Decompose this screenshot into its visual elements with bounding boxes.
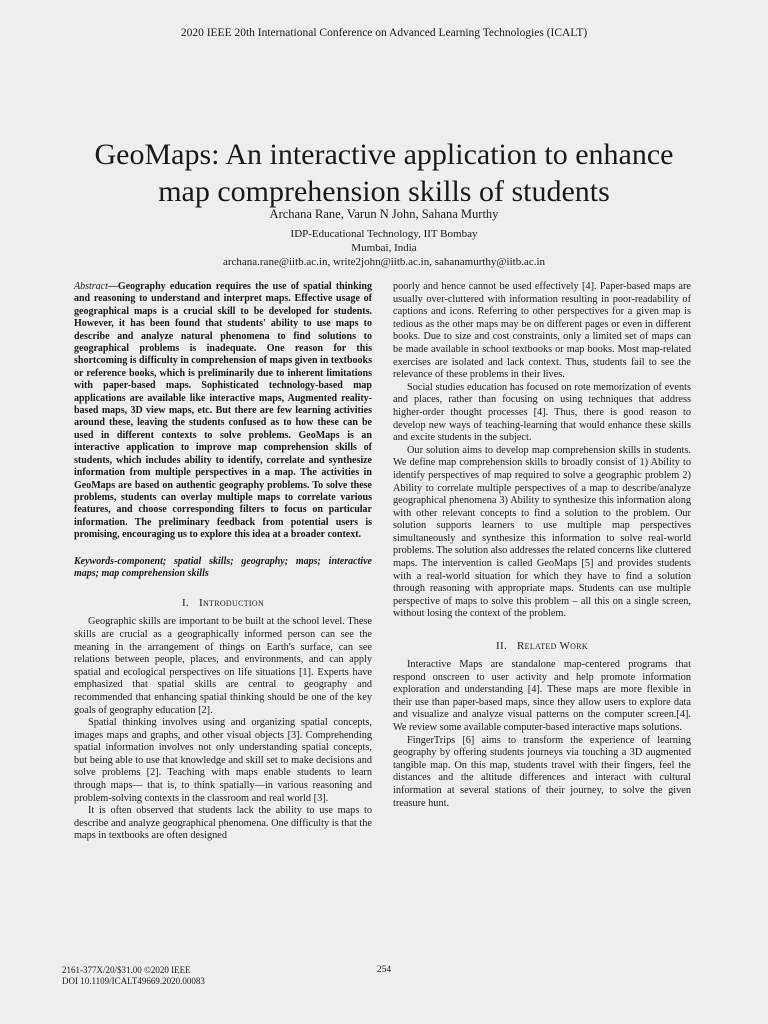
footer-issn: 2161-377X/20/$31.00 ©2020 IEEE — [62, 965, 191, 975]
section-title: Related Work — [517, 640, 588, 653]
section-heading-introduction — [74, 596, 372, 610]
section-number: I. — [181, 597, 189, 610]
page-number: 254 — [376, 965, 392, 975]
right-column — [393, 281, 691, 810]
author-emails: archana.rane@iitb.ac.in, write2john@iitb.ac.in, sahanamurthy@iitb.ac.in — [222, 256, 546, 268]
abstract — [74, 281, 372, 542]
keywords: Keywords-component; spatial skills; geography; maps; interactive maps; map comprehension skills — [74, 555, 372, 579]
title-line-2: map comprehension skills of students — [158, 175, 610, 209]
paper-title — [40, 136, 728, 210]
section-number: II. — [496, 640, 507, 653]
title-line-1: GeoMaps: An interactive application to enhance — [94, 138, 674, 172]
related-paragraph-2: FingerTrips [6] aims to transform the experience of learning geography by offering students journeys via touching a 3D augmented tangible map. On this map, students travel with their fingers, feel the distances and the altitude differences and interact with cultural information at several stations of their journey, to solve the given treasure hunt. — [393, 734, 691, 809]
related-paragraph-1: Interactive Maps are standalone map-centered programs that respond onscreen to user activity and help promote information exploration and understanding [4]. These maps are more flexible in their use than paper-based maps, since they allow users to explore data and visualize and analyze visual patterns on the computer screen.[4]. We review some available computer-based interactive maps solutions. — [393, 659, 691, 733]
conference-header: 2020 IEEE 20th International Conference on Advanced Learning Technologies (ICALT) — [180, 27, 588, 39]
left-column — [74, 281, 372, 843]
intro-paragraph-6: Our solution aims to develop map comprehension skills in students. We define map comprehension skills to broadly consist of 1) Ability to identify perspectives of map required to solve a geographic problem 2) Ability to correlate multiple perspectives of a map to describe/analyze geographical phenomena 3) Ability to synthesize this information along with other relevant concepts to find a solution to the problem. Our solution supports learners to use multiple map perspectives simultaneously and synthesize this information to solve real-world problems. The solution also addresses the related concerns like cluttered maps. The intervention is called GeoMaps [5] and provides students with a real-world situation for which they have to find a solution through reasoning with appropriate maps. Students can use multiple perspective of maps to solve this problem – all this on a single screen, without losing the context of the problem. — [393, 444, 691, 620]
section-title: Introduction — [198, 597, 265, 610]
intro-paragraph-3: It is often observed that students lack the ability to use maps to describe and analyze geographical phenomena. One difficulty is that the maps in textbooks are often designed — [74, 805, 372, 842]
author-list: Archana Rane, Varun N John, Sahana Murthy — [269, 207, 499, 221]
affiliation: IDP-Educational Technology, IIT Bombay — [290, 228, 478, 240]
intro-paragraph-2: Spatial thinking involves using and organizing spatial concepts, images maps and graphs, and other visual objects [3]. Comprehending spatial information involves not only understanding spatial concepts, but being able to use that knowledge and skill set to make decisions and solve problems [2]. Teaching with maps enable students to learn through maps— that is, to think spatially—in various reasoning and problem-solving contexts in the classroom and real world [3]. — [74, 717, 372, 804]
abstract-label: Abstract — [74, 281, 108, 292]
abstract-text: —Geography education requires the use of spatial thinking and reasoning to understand and interpret maps. Effective usage of geographical maps is a crucial skill to be developed for students. However, it has been found that students' ability to use maps to describe and analyze natural phenomena to find solutions to geographical problems is inadequate. One reason for this shortcoming is difficulty in comprehension of maps given in textbooks or reference books, which is preliminarily due to inherent limitations with paper-based maps. Sophisticated technology-based map applications are available like interactive maps, Augmented reality-based maps, 3D view maps, etc. But there are few learning activities around these, leaving the students confused as to how these can be used in different contexts to solve problems. GeoMaps is an interactive application to improve map comprehension skills of students, which includes ability to identify, correlate and synthesize information from multiple perspectives in a map. The activities in GeoMaps are based on authentic geography problems. To solve these problems, students can overlay multiple maps to correlate various features, and choose corresponding filters to focus on particular information. The preliminary feedback from potential users is promising, encouraging us to explore this idea at a broader context. — [74, 281, 372, 541]
intro-paragraph-1: Geographic skills are important to be built at the school level. These skills are crucial as a geographically informed person can see the meaning in the arrangement of things on Earth's surface, can see relations between people, places, and environments, and can apply spatial and ecological perspectives on life situations [1]. Experts have emphasized that spatial skills are central to geography and recommended that enhancing spatial thinking should be one of the key goals of geography education [2]. — [74, 616, 372, 716]
footer-doi: DOI 10.1109/ICALT49669.2020.00083 — [62, 976, 205, 986]
location: Mumbai, India — [351, 242, 417, 254]
intro-paragraph-4: poorly and hence cannot be used effectively [4]. Paper-based maps are usually over-cluttered with information resulting in poor-readability of captions and icons. Referring to other perspectives for a given map is tedious as the other maps may be on different pages or even in different books. Due to size and cost constraints, only a limited set of maps can be made available in school textbooks or map books. Most map-related exercises are isolated and lack context. Thus, students fail to see the relevance of these problems in their lives. — [393, 281, 691, 381]
section-heading-related-work — [393, 639, 691, 653]
intro-paragraph-5: Social studies education has focused on rote memorization of events and places, rather than focusing on using techniques that address higher-order thought processes [4]. Thus, there is good reason to develop new ways of teaching-learning that would enhance these skills and excite students in the subject. — [393, 381, 691, 444]
